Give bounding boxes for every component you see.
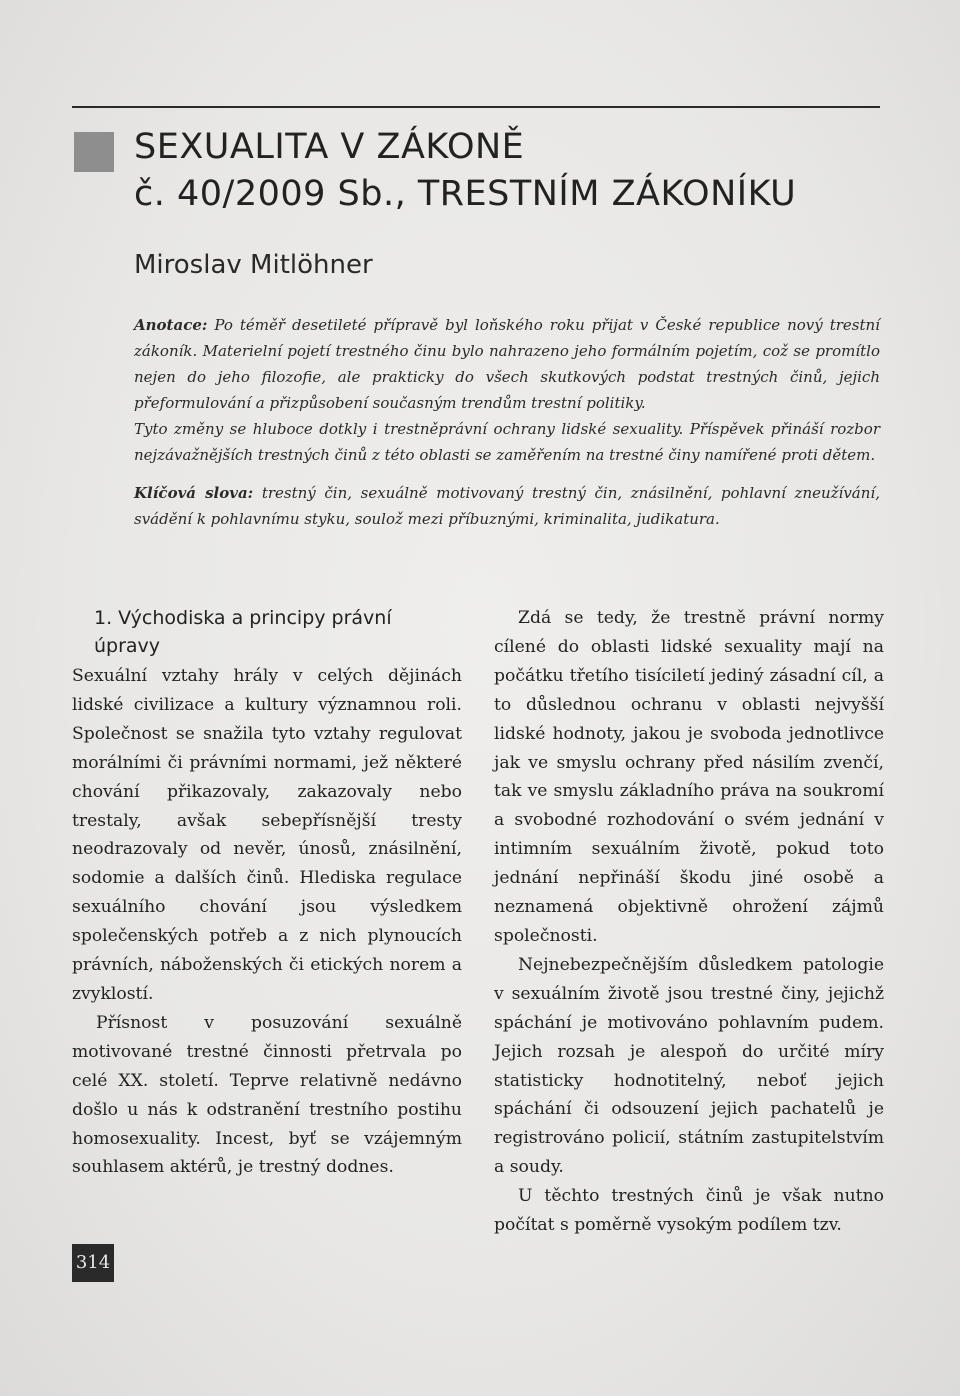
- right-paragraph-1: Zdá se tedy, že trestně právní normy cílené do oblasti lidské sexuality mají na počátku třetího tisíciletí jediný zásadní cíl, a to důslednou ochranu v oblasti nejvyšší lidské hodnoty, jakou je svoboda jednotlivce jak ve smyslu ochrany před násilím zvenčí, tak ve smyslu základního práva na soukromí a svobodné rozhodování o svém jednání v intimním sexuálním životě, pokud toto jednání nepřináší škodu jiné osobě a neznamená objektivně ohrožení zájmů společnosti.: [494, 608, 884, 946]
- right-column: [494, 604, 884, 1240]
- left-paragraph-2: Přísnost v posuzování sexuálně motivované trestné činnosti přetrvala po celé XX. století. Teprve relativně nedávno došlo u nás k odstranění trestního postihu homosexuality. Incest, byť se vzájemným souhlasem aktérů, je trestný dodnes.: [72, 1012, 462, 1178]
- title-marker-square: [74, 132, 114, 172]
- article-title: [134, 124, 874, 218]
- keywords-paragraph: [134, 480, 880, 532]
- keywords-text: trestný čin, sexuálně motivovaný trestný čin, znásilnění, pohlavní zneužívání, svádění k pohlavnímu styku, soulož mezi příbuznými, kriminalita, judikatura.: [134, 484, 880, 528]
- right-paragraph-3: U těchto trestných činů je však nutno počítat s poměrně vysokým podílem tzv.: [494, 1186, 884, 1236]
- abstract-text-1: Po téměř desetileté přípravě byl loňského roku přijat v České republice nový trestní zákoník. Materielní pojetí trestného činu bylo nahrazeno jeho formálním pojetím, což se promítlo nejen do jeho filozofie, ale prakticky do všech skutkových podstat trestných činů, jejich přeformulování a přizpůsobení současným trendům trestní politiky.: [134, 316, 880, 412]
- abstract-label: Anotace:: [134, 316, 208, 334]
- title-line-2: č. 40/2009 Sb., TRESTNÍM ZÁKONÍKU: [134, 174, 797, 214]
- section-heading: 1. Východiska a principy právní úpravy: [94, 607, 392, 657]
- left-column: [72, 600, 462, 1182]
- title-line-1: SEXUALITA V ZÁKONĚ: [134, 127, 525, 167]
- abstract-text-2: Tyto změny se hluboce dotkly i trestněprávní ochrany lidské sexuality. Příspěvek přináší rozbor nejzávažnějších trestných činů z této oblasti se zaměřením na trestné činy namířené proti dětem.: [134, 420, 880, 464]
- left-paragraph-1: Sexuální vztahy hrály v celých dějinách lidské civilizace a kultury významnou roli. Společnost se snažila tyto vztahy regulovat morálními či právními normami, jež některé chování přikazovaly, zakazovaly nebo trestaly, avšak sebepřísnější tresty neodrazovaly od nevěr, únosů, znásilnění, sodomie a dalších činů. Hlediska regulace sexuálního chování jsou výsledkem společenských potřeb a z nich plynoucích právních, náboženských či etických norem a zvyklostí.: [72, 666, 462, 1004]
- article-author: Miroslav Mitlöhner: [134, 250, 373, 280]
- right-paragraph-2: Nejnebezpečnějším důsledkem patologie v sexuálním životě jsou trestné činy, jejichž spáchání je motivováno pohlavním pudem. Jejich rozsah je alespoň do určité míry statisticky hodnotitelný, neboť jejich spáchání či odsouzení jejich pachatelů je registrováno policií, státním zastupitelstvím a soudy.: [494, 954, 884, 1178]
- top-rule: [72, 106, 880, 108]
- abstract-block: [134, 312, 880, 532]
- abstract-paragraph-2: [134, 416, 880, 468]
- keywords-label: Klíčová slova:: [134, 484, 254, 502]
- abstract-paragraph-1: [134, 312, 880, 416]
- page-number: 314: [72, 1244, 114, 1282]
